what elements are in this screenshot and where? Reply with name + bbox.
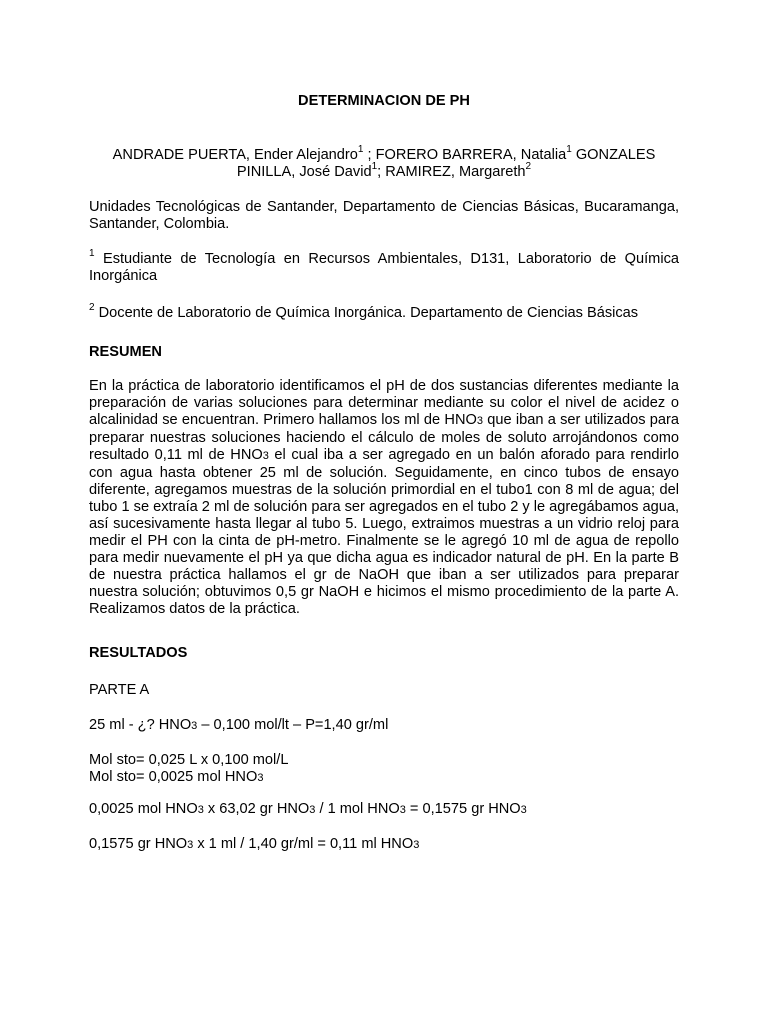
institution-affiliation: Unidades Tecnológicas de Santander, Departamento de Ciencias Básicas, Bucaramanga, Santander, Colombia. — [89, 199, 679, 232]
footnote-1: $^1$ Estudiante de Tecnología en Recursos Ambientales, D131, Laboratorio de Química Inorgánica — [89, 248, 679, 284]
document-title: DETERMINACION DE PH — [298, 93, 470, 109]
equation-1: 25 ml - ¿? HNO3 – 0,100 mol/lt – P=1,40 gr/ml — [89, 717, 389, 733]
resultados-heading: RESULTADOS — [89, 645, 188, 661]
author-line-1: ANDRADE PUERTA, Ender Alejandro$^1$ ; FORERO BARRERA, Natalia$^1$ GONZALES — [112, 144, 656, 163]
resumen-heading: RESUMEN — [89, 344, 162, 360]
equation-5: 0,1575 gr HNO3 x 1 ml / 1,40 gr/ml = 0,11 ml HNO3 — [89, 836, 420, 852]
parte-a-label: PARTE A — [89, 682, 150, 698]
equation-3: Mol sto= 0,0025 mol HNO3 — [89, 769, 264, 785]
equation-2: Mol sto= 0,025 L x 0,100 mol/L — [89, 752, 289, 768]
author-list — [80, 144, 688, 181]
author-line-2: PINILLA, José David$^1$; RAMIREZ, Margareth$^2$ — [236, 161, 532, 180]
footnote-2: $^2$ Docente de Laboratorio de Química Inorgánica. Departamento de Ciencias Básicas — [89, 302, 639, 321]
resumen-paragraph: En la práctica de laboratorio identificamos el pH de dos sustancias diferentes mediante la preparación de varias soluciones para determinar mediante su color el nivel de acidez o alcalinidad se encuentran. Primero hallamos los ml de HNO3 que iban a ser utilizados para preparar nuestras soluciones haciendo el cálculo de moles de soluto arrojándonos como resultado 0,11 ml de HNO3 el cual iba a ser agregado en un balón aforado para rendirlo con agua hasta obtener 25 ml de solución. Seguidamente, en cinco tubos de ensayo diferente, agregamos muestras de la solución primordial en el tubo1 con 8 ml de agua; del tubo 1 se extraía 2 ml de solución para ser agregados en el tubo 2 y le agregábamos agua, así sucesivamente hasta llegar al tubo 5. Luego, extraimos muestras a un vidrio reloj para medir el PH con la cinta de pH-metro. Finalmente se le agregó 10 ml de agua de repollo para medir nuevamente el pH ya que dicha agua es indicador natural de pH. En la parte B de nuestra práctica hallamos el gr de NaOH que iban a ser utilizados para preparar nuestra solución; obtuvimos 0,5 gr NaOH e hicimos el mismo procedimiento de la parte A. Realizamos datos de la práctica. — [89, 378, 680, 617]
equation-4: 0,0025 mol HNO3 x 63,02 gr HNO3 / 1 mol HNO3 = 0,1575 gr HNO3 — [89, 801, 527, 817]
